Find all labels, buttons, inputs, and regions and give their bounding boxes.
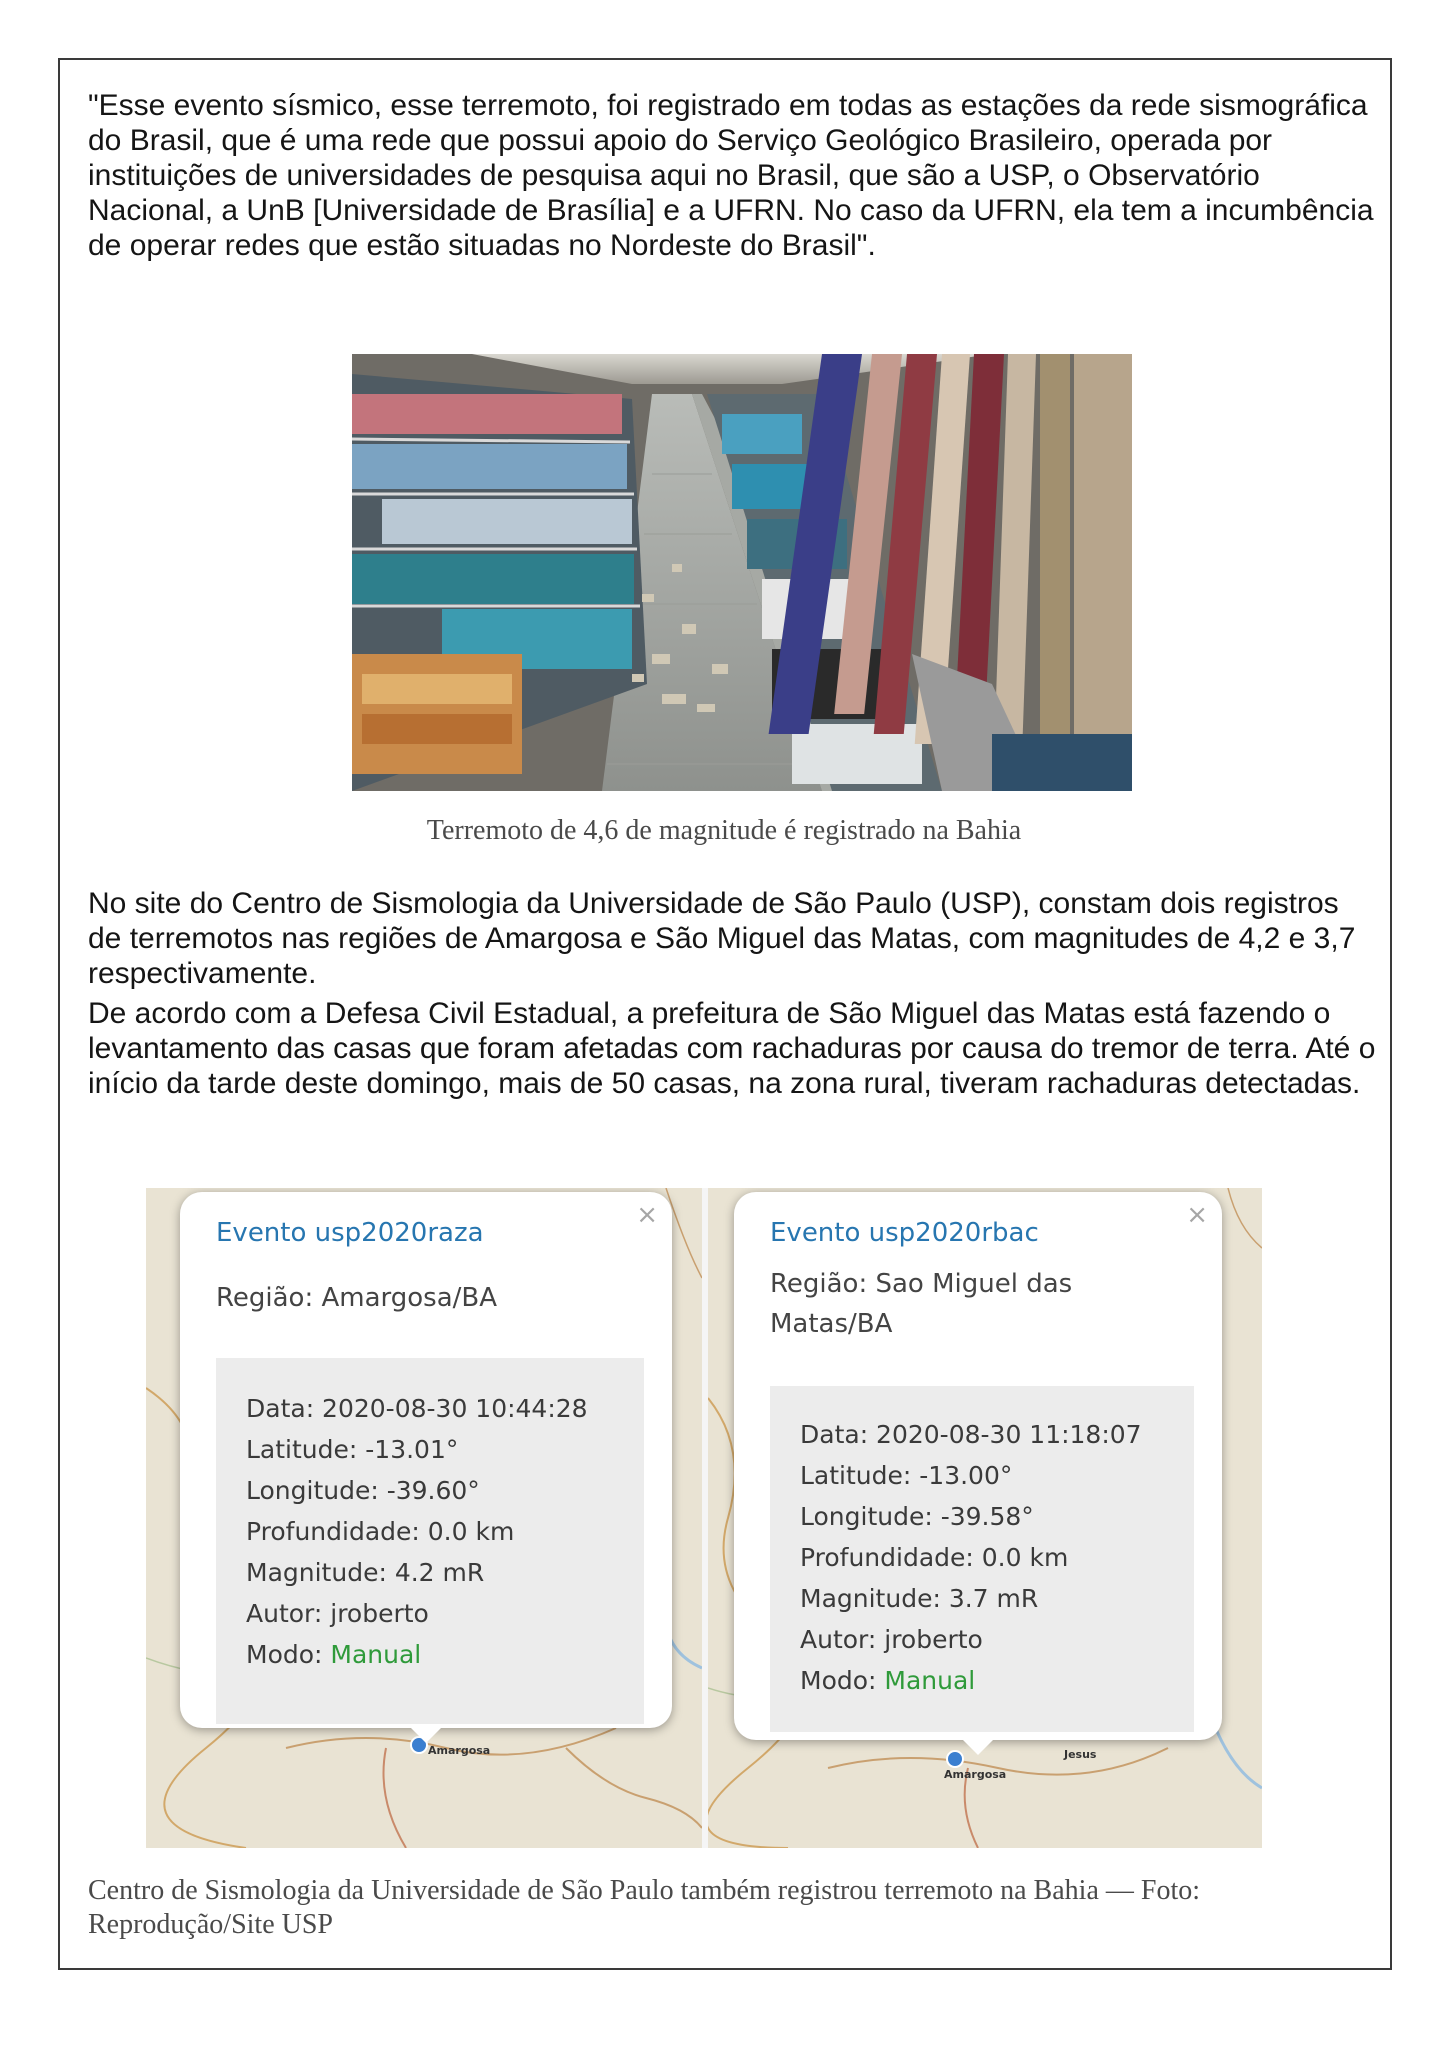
- close-icon[interactable]: ×: [636, 1200, 658, 1230]
- event-latitude: Latitude: -13.00°: [800, 1461, 1013, 1490]
- event-title-link[interactable]: Evento usp2020raza: [216, 1218, 484, 1248]
- map-town-label: Amargosa: [428, 1744, 491, 1757]
- event-details-box: [770, 1386, 1194, 1732]
- popup-pointer: [410, 1727, 442, 1743]
- event-date: Data: 2020-08-30 11:18:07: [800, 1420, 1142, 1449]
- event-author: Autor: jroberto: [246, 1599, 429, 1628]
- event-magnitude: Magnitude: 4.2 mR: [246, 1558, 485, 1587]
- event-latitude: Latitude: -13.01°: [246, 1435, 459, 1464]
- supermarket-aisle-image: [352, 354, 1132, 791]
- event-longitude: Longitude: -39.58°: [800, 1502, 1034, 1531]
- event-mode-value: Manual: [884, 1666, 976, 1695]
- photo-caption: Terremoto de 4,6 de magnitude é registrado na Bahia: [426, 815, 1022, 846]
- earthquake-store-photo: [352, 354, 1132, 791]
- event-region: Região: Sao Miguel das Matas/BA: [770, 1269, 1073, 1339]
- event-date: Data: 2020-08-30 10:44:28: [246, 1394, 588, 1423]
- event-magnitude: Magnitude: 3.7 mR: [800, 1584, 1039, 1613]
- map-town-label: Amargosa: [944, 1768, 1007, 1781]
- event-mode: [800, 1660, 1142, 1701]
- civil-defense-paragraph: De acordo com a Defesa Civil Estadual, a prefeitura de São Miguel das Matas está fazendo o levantamento das casas que foram afetadas com rachaduras por causa do tremor de terra. Até o início da tarde deste domingo, mais de 50 casas, na zona rural, tiveram rachaduras detectadas.: [88, 997, 1376, 1100]
- map-town-label-secondary: Jesus: [1064, 1748, 1097, 1761]
- event-mode-value: Manual: [330, 1640, 422, 1669]
- event-depth: Profundidade: 0.0 km: [246, 1517, 515, 1546]
- usp-paragraph: No site do Centro de Sismologia da Universidade de São Paulo (USP), constam dois registros de terremotos nas regiões de Amargosa e São Miguel das Matas, com magnitudes de 4,2 e 3,7 respectivamente.: [88, 887, 1356, 990]
- map-caption: Centro de Sismologia da Universidade de São Paulo também registrou terremoto na Bahia — Foto: Reprodução/Site USP: [88, 1875, 1201, 1940]
- event-mode: [246, 1634, 588, 1675]
- event-mode-label: Modo:: [800, 1666, 885, 1695]
- event-region: Região: Amargosa/BA: [216, 1283, 498, 1313]
- map-panel-right: [708, 1188, 1262, 1848]
- map-panel-left: [146, 1188, 702, 1848]
- event-popup-2: [734, 1192, 1222, 1740]
- event-longitude: Longitude: -39.60°: [246, 1476, 480, 1505]
- popup-pointer: [962, 1739, 994, 1755]
- usp-map-screenshot: [146, 1188, 1262, 1848]
- event-title-link[interactable]: Evento usp2020rbac: [770, 1218, 1039, 1248]
- close-icon[interactable]: ×: [1186, 1200, 1208, 1230]
- event-popup-1: [180, 1192, 672, 1728]
- event-depth: Profundidade: 0.0 km: [800, 1543, 1069, 1572]
- event-author: Autor: jroberto: [800, 1625, 983, 1654]
- quote-paragraph: "Esse evento sísmico, esse terremoto, foi registrado em todas as estações da rede sismográfica do Brasil, que é uma rede que possui apoio do Serviço Geológico Brasileiro, operada por instituições de universidades de pesquisa aqui no Brasil, que são a USP, o Observatório Nacional, a UnB [Universidade de Brasília] e a UFRN. No caso da UFRN, ela tem a incumbência de operar redes que estão situadas no Nordeste do Brasil".: [88, 89, 1374, 262]
- event-details-box: [216, 1358, 644, 1724]
- event-mode-label: Modo:: [246, 1640, 331, 1669]
